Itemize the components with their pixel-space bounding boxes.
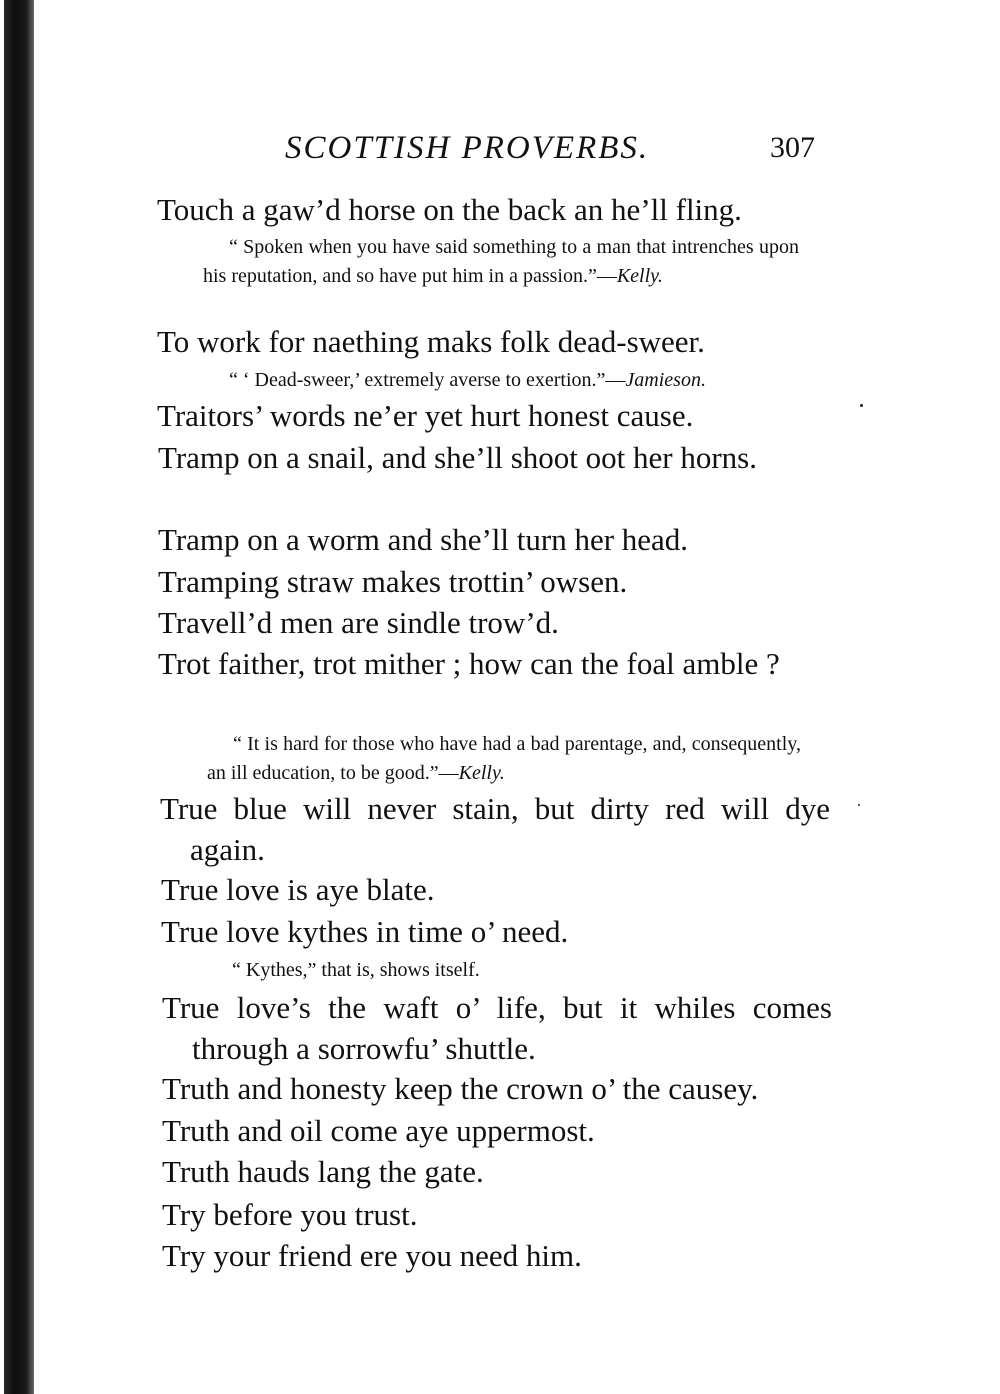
proverb-entry: Tramping straw makes trottin’ owsen. — [158, 564, 628, 599]
proverb-entry: Travell’d men are sindle trow’d. — [158, 605, 559, 640]
note-source: Kelly. — [458, 762, 505, 784]
proverb-entry: Tramp on a snail, and she’ll shoot oot her horns. — [158, 440, 757, 475]
proverb-entry: Truth and honesty keep the crown o’ the causey. — [162, 1071, 759, 1106]
proverb-entry: Try before you trust. — [162, 1197, 418, 1232]
proverb-entry: Traitors’ words ne’er yet hurt honest cause. — [157, 398, 694, 433]
note-text: “ ‘ Dead-sweer,’ extremely averse to exertion.”— — [229, 369, 626, 391]
proverb-entry: Trot faither, trot mither ; how can the foal amble ? — [158, 646, 780, 681]
note-text: “ Spoken when you have said something to a man that intrenches upon his reputation, and so have put him in a passion.”— — [203, 236, 799, 287]
note-text: “ It is hard for those who have had a bad parentage, and, consequently, an ill education, to be good.”— — [207, 733, 801, 784]
running-title: SCOTTISH PROVERBS. — [285, 130, 650, 166]
proverb-entry: Try your friend ere you need him. — [162, 1238, 582, 1273]
proverb-note — [229, 366, 829, 395]
proverb-entry: True love kythes in time o’ need. — [161, 914, 569, 949]
note-text: “ Kythes,” that is, shows itself. — [232, 959, 480, 981]
proverb-note — [177, 233, 799, 291]
proverb-entry: To work for naething maks folk dead-sweer. — [157, 324, 705, 359]
proverb-entry: True love is aye blate. — [161, 872, 435, 907]
proverb-note — [181, 730, 801, 788]
proverb-note — [232, 956, 792, 985]
proverb-entry: Truth hauds lang the gate. — [162, 1154, 484, 1189]
proverb-entry: True blue will never stain, but dirty red will dye again. — [160, 791, 830, 867]
proverb-entry: True love’s the waft o’ life, but it whiles comes through a sorrowfu’ shuttle. — [162, 990, 832, 1066]
proverb-entry: Tramp on a worm and she’ll turn her head. — [158, 522, 689, 557]
note-source: Jamieson. — [625, 369, 706, 391]
proverb-entry: Touch a gaw’d horse on the back an he’ll fling. — [157, 192, 742, 227]
proverb-entry: Truth and oil come aye uppermost. — [162, 1113, 595, 1148]
note-source: Kelly. — [616, 265, 663, 287]
page-number: 307 — [770, 131, 815, 164]
